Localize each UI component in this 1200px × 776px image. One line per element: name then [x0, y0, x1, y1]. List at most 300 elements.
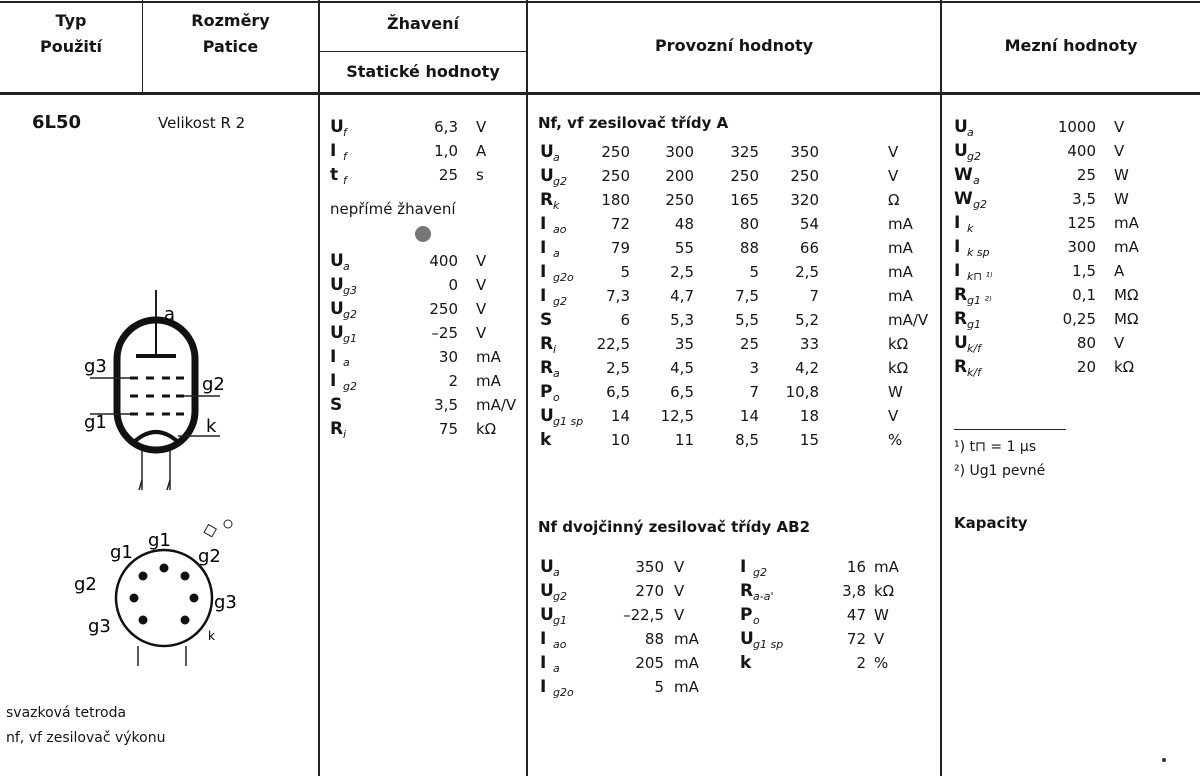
unit: mA: [476, 348, 501, 366]
socket-diagram: [68, 516, 268, 676]
symbol: S: [540, 310, 553, 330]
symbol: I: [954, 213, 961, 233]
divider-col1: [318, 0, 320, 776]
value-col-1: 22,5: [596, 335, 630, 353]
symbol-subscript: g2o: [553, 271, 574, 284]
unit: mA: [1114, 214, 1139, 232]
value-col-4: 250: [790, 167, 819, 185]
symbol-subscript: a-a': [753, 590, 774, 603]
symbol: R: [540, 358, 554, 378]
value-col-2: 12,5: [660, 407, 694, 425]
socket-label-g2a: g2: [198, 546, 221, 567]
label-g2: g2: [202, 374, 225, 395]
data-row: [330, 394, 526, 416]
symbol-subscript: a: [343, 356, 350, 369]
unit: mA: [674, 678, 699, 696]
header-mezni: Mezní hodnoty: [1004, 36, 1138, 55]
symbol-subscript: g1: [343, 332, 357, 345]
symbol: I: [540, 238, 547, 258]
value: 0: [448, 276, 458, 294]
symbol-subscript: g1 ²⁾: [967, 294, 992, 307]
value-col-1: 180: [601, 191, 630, 209]
header-staticke: Statické hodnoty: [346, 62, 500, 81]
symbol: W: [954, 165, 973, 185]
unit: V: [888, 407, 899, 425]
value-col-1: 6: [620, 311, 630, 329]
data-row: [330, 322, 526, 344]
data-row: [954, 356, 1164, 378]
unit: V: [888, 167, 899, 185]
value-col-3: 5,5: [735, 311, 759, 329]
unit: V: [674, 606, 685, 624]
symbol: R: [954, 357, 968, 377]
value: –22,5: [623, 606, 664, 624]
symbol-subscript: g1 sp: [553, 415, 584, 428]
value: 16: [846, 558, 866, 576]
data-row: [330, 346, 526, 368]
value-col-3: 325: [730, 143, 759, 161]
unit: A: [1114, 262, 1125, 280]
value-col-2: 200: [665, 167, 694, 185]
divider-heating-sub: [320, 51, 526, 52]
unit: V: [476, 118, 487, 136]
value-col-2: 4,5: [670, 359, 694, 377]
data-row: [740, 652, 924, 674]
value-col-2: 55: [674, 239, 694, 257]
op-ab-title: Nf dvojčinný zesilovač třídy AB2: [538, 518, 811, 536]
data-row: [954, 236, 1164, 258]
symbol: U: [954, 117, 968, 137]
unit: W: [1114, 166, 1129, 184]
data-row: [540, 628, 724, 650]
op-a-row: [540, 189, 940, 211]
unit: kΩ: [888, 359, 909, 377]
symbol-subscript: g2: [973, 198, 987, 211]
data-row: [954, 260, 1164, 282]
value-col-4: 350: [790, 143, 819, 161]
label-g3: g3: [84, 356, 107, 377]
data-row: [540, 580, 724, 602]
unit: V: [1114, 334, 1125, 352]
symbol: U: [540, 605, 554, 625]
tube-size: Velikost R 2: [158, 114, 246, 132]
value: 72: [846, 630, 866, 648]
socket-label-g1a: g1: [110, 542, 133, 563]
value-col-1: 250: [601, 167, 630, 185]
unit: W: [1114, 190, 1129, 208]
value: 2: [856, 654, 866, 672]
symbol: U: [330, 275, 344, 295]
op-a-row: [540, 309, 940, 331]
data-row: [740, 604, 924, 626]
value: 125: [1067, 214, 1096, 232]
symbol-subscript: a: [553, 566, 560, 579]
value-col-4: 33: [799, 335, 819, 353]
symbol-subscript: o: [753, 614, 760, 627]
value: 75: [438, 420, 458, 438]
data-row: [954, 332, 1164, 354]
unit: V: [1114, 142, 1125, 160]
data-row: [540, 604, 724, 626]
symbol-subscript: a: [967, 126, 974, 139]
op-a-row: [540, 285, 940, 307]
value-col-4: 2,5: [795, 263, 819, 281]
value: 0,1: [1072, 286, 1096, 304]
data-row: [330, 274, 526, 296]
symbol-subscript: g1 sp: [753, 638, 784, 651]
symbol: R: [540, 190, 554, 210]
data-row: [330, 370, 526, 392]
symbol: I: [540, 677, 547, 697]
op-a-row: [540, 381, 940, 403]
symbol: I: [540, 653, 547, 673]
value-col-4: 320: [790, 191, 819, 209]
unit: mA: [874, 558, 899, 576]
symbol-subscript: g3: [343, 284, 357, 297]
value-col-3: 250: [730, 167, 759, 185]
unit: V: [874, 630, 885, 648]
symbol-subscript: k⊓ ¹⁾: [967, 270, 993, 283]
symbol-subscript: ao: [553, 223, 567, 236]
symbol: k: [740, 653, 752, 673]
symbol: I: [954, 237, 961, 257]
value-col-3: 165: [730, 191, 759, 209]
value-col-1: 7,3: [606, 287, 630, 305]
label-k: k: [206, 416, 217, 437]
op-a-row: [540, 165, 940, 187]
header-bottom-border: [0, 92, 1200, 95]
data-row: [330, 116, 526, 138]
value-col-1: 250: [601, 143, 630, 161]
value-col-2: 4,7: [670, 287, 694, 305]
op-a-row: [540, 429, 940, 451]
value-col-3: 7: [749, 383, 759, 401]
unit: W: [874, 606, 889, 624]
header-provozni: Provozní hodnoty: [654, 36, 814, 55]
symbol-subscript: g2: [343, 380, 357, 393]
symbol: U: [330, 251, 344, 271]
symbol: U: [540, 166, 554, 186]
symbol-subscript: g2: [753, 566, 767, 579]
symbol: R: [330, 419, 344, 439]
value: 80: [1076, 334, 1096, 352]
unit: Ω: [888, 191, 900, 209]
symbol-subscript: a: [553, 247, 560, 260]
value-col-2: 250: [665, 191, 694, 209]
data-row: [330, 140, 526, 162]
symbol: I: [330, 371, 337, 391]
symbol: t: [330, 165, 339, 185]
data-row: [740, 580, 924, 602]
unit: mA: [888, 239, 913, 257]
value-col-3: 80: [739, 215, 759, 233]
data-row: [540, 652, 724, 674]
symbol: U: [540, 142, 554, 162]
symbol-subscript: a: [973, 174, 980, 187]
value-col-3: 14: [739, 407, 759, 425]
symbol: U: [330, 117, 344, 137]
op-a-row: [540, 141, 940, 163]
symbol-subscript: ao: [553, 638, 567, 651]
header-zhaveni: Žhavení: [387, 14, 459, 33]
smudge-mark: [415, 226, 431, 242]
symbol: R: [540, 334, 554, 354]
value: 1,0: [434, 142, 458, 160]
symbol-subscript: a: [553, 367, 560, 380]
value-col-4: 4,2: [795, 359, 819, 377]
symbol-subscript: f: [343, 174, 347, 187]
symbol: R: [954, 309, 968, 329]
symbol-subscript: f: [343, 150, 347, 163]
unit: W: [888, 383, 903, 401]
value: 350: [635, 558, 664, 576]
socket-label-g1b: g1: [148, 530, 171, 551]
value-col-4: 5,2: [795, 311, 819, 329]
value: 0,25: [1062, 310, 1096, 328]
value: 400: [1067, 142, 1096, 160]
data-row: [330, 298, 526, 320]
symbol-subscript: i: [553, 343, 557, 356]
value: 205: [635, 654, 664, 672]
value-col-1: 79: [610, 239, 630, 257]
data-row: [540, 676, 724, 698]
value: 6,3: [434, 118, 458, 136]
table-top-border: [0, 1, 1200, 3]
symbol-subscript: g1: [553, 614, 567, 627]
data-row: [740, 628, 924, 650]
socket-label-g3b: g3: [88, 616, 111, 637]
symbol: R: [954, 285, 968, 305]
symbol-subscript: k/f: [967, 342, 981, 355]
symbol: I: [330, 347, 337, 367]
symbol-subscript: k: [553, 199, 560, 212]
symbol-subscript: i: [343, 428, 347, 441]
symbol-subscript: a: [553, 662, 560, 675]
symbol: I: [954, 261, 961, 281]
unit: kΩ: [888, 335, 909, 353]
value-col-3: 7,5: [735, 287, 759, 305]
value-col-3: 3: [749, 359, 759, 377]
symbol: I: [540, 214, 547, 234]
symbol-subscript: k/f: [967, 366, 981, 379]
data-row: [540, 556, 724, 578]
value-col-2: 48: [674, 215, 694, 233]
dot-mark: [1162, 758, 1166, 762]
unit: V: [476, 300, 487, 318]
op-a-row: [540, 357, 940, 379]
symbol-subscript: a: [553, 151, 560, 164]
data-row: [954, 188, 1164, 210]
unit: MΩ: [1114, 310, 1139, 328]
divider-col2: [526, 0, 528, 776]
value: 3,5: [1072, 190, 1096, 208]
value: 3,5: [434, 396, 458, 414]
tube-description-1: svazková tetroda: [6, 705, 127, 721]
value: 88: [644, 630, 664, 648]
symbol: k: [540, 430, 552, 450]
symbol: U: [540, 581, 554, 601]
symbol-subscript: k: [967, 222, 974, 235]
value: –25: [431, 324, 458, 342]
value-col-1: 2,5: [606, 359, 630, 377]
op-a-row: [540, 333, 940, 355]
value-col-2: 11: [674, 431, 694, 449]
unit: V: [674, 582, 685, 600]
heating-note: nepřímé žhavení: [330, 200, 456, 218]
unit: V: [476, 324, 487, 342]
symbol: U: [954, 333, 968, 353]
value-col-3: 25: [739, 335, 759, 353]
unit: V: [476, 276, 487, 294]
symbol: P: [740, 605, 753, 625]
symbol-subscript: k sp: [967, 246, 990, 259]
tube-type: 6L50: [32, 112, 82, 133]
symbol: U: [330, 323, 344, 343]
symbol-subscript: g2o: [553, 686, 574, 699]
symbol: U: [740, 629, 754, 649]
unit: V: [1114, 118, 1125, 136]
footnote-1: ¹) t⊓ = 1 µs: [954, 439, 1037, 455]
unit: mA: [674, 654, 699, 672]
socket-label-g3a: g3: [214, 592, 237, 613]
symbol: I: [540, 262, 547, 282]
data-row: [954, 284, 1164, 306]
value-col-1: 10: [610, 431, 630, 449]
unit: mA: [476, 372, 501, 390]
unit: V: [888, 143, 899, 161]
socket-label-k: k: [208, 629, 215, 643]
unit: mA: [888, 287, 913, 305]
divider-col3: [940, 0, 942, 776]
symbol: W: [954, 189, 973, 209]
value-col-1: 72: [610, 215, 630, 233]
unit: kΩ: [476, 420, 497, 438]
value-col-4: 15: [799, 431, 819, 449]
symbol-subscript: g2: [343, 308, 357, 321]
unit: mA: [888, 215, 913, 233]
value: 25: [1076, 166, 1096, 184]
symbol: R: [740, 581, 754, 601]
unit: s: [476, 166, 484, 184]
symbol-subscript: g2: [553, 175, 567, 188]
label-g1: g1: [84, 412, 107, 433]
value: 25: [438, 166, 458, 184]
op-a-row: [540, 261, 940, 283]
value: 2: [448, 372, 458, 390]
socket-label-g2b: g2: [74, 574, 97, 595]
value-col-3: 88: [739, 239, 759, 257]
value: 1000: [1057, 118, 1096, 136]
value: 20: [1076, 358, 1096, 376]
symbol-subscript: o: [553, 391, 560, 404]
value: 30: [438, 348, 458, 366]
header-rozmery: Rozměry Patice: [191, 11, 270, 56]
op-a-row: [540, 405, 940, 427]
op-a-row: [540, 237, 940, 259]
footnote-2: ²) Ug1 pevné: [954, 463, 1046, 479]
value-col-4: 10,8: [785, 383, 819, 401]
symbol: I: [740, 557, 747, 577]
value-col-4: 7: [809, 287, 819, 305]
symbol-subscript: g2: [553, 590, 567, 603]
value: 300: [1067, 238, 1096, 256]
value-col-3: 5: [749, 263, 759, 281]
capacities-title: Kapacity: [954, 514, 1028, 532]
unit: mA/V: [476, 396, 517, 414]
value-col-2: 2,5: [670, 263, 694, 281]
value: 270: [635, 582, 664, 600]
footnote-separator: [954, 429, 1066, 430]
value-col-1: 14: [610, 407, 630, 425]
header-typ: Typ Použití: [39, 11, 103, 56]
unit: mA: [674, 630, 699, 648]
symbol: U: [540, 557, 554, 577]
data-row: [740, 556, 924, 578]
value-col-4: 18: [799, 407, 819, 425]
symbol: U: [954, 141, 968, 161]
unit: V: [476, 252, 487, 270]
value-col-2: 300: [665, 143, 694, 161]
symbol-subscript: f: [343, 126, 347, 139]
value: 250: [429, 300, 458, 318]
data-row: [954, 308, 1164, 330]
symbol-subscript: a: [343, 260, 350, 273]
op-a-title: Nf, vf zesilovač třídy A: [538, 114, 729, 132]
data-row: [330, 164, 526, 186]
data-row: [330, 418, 526, 440]
data-row: [330, 250, 526, 272]
value-col-2: 6,5: [670, 383, 694, 401]
unit: A: [476, 142, 487, 160]
value: 5: [654, 678, 664, 696]
value-col-4: 66: [799, 239, 819, 257]
symbol: I: [330, 141, 337, 161]
unit: mA: [888, 263, 913, 281]
value: 400: [429, 252, 458, 270]
data-row: [954, 164, 1164, 186]
value-col-2: 5,3: [670, 311, 694, 329]
value: 47: [846, 606, 866, 624]
symbol-subscript: g2: [553, 295, 567, 308]
unit: mA: [1114, 238, 1139, 256]
value-col-3: 8,5: [735, 431, 759, 449]
value: 1,5: [1072, 262, 1096, 280]
value: 3,8: [842, 582, 866, 600]
unit: %: [874, 654, 889, 672]
unit: kΩ: [874, 582, 895, 600]
symbol: S: [330, 395, 343, 415]
label-anode: a: [164, 304, 176, 325]
value-col-4: 54: [799, 215, 819, 233]
data-row: [954, 212, 1164, 234]
unit: %: [888, 431, 903, 449]
tube-symbol-diagram: [60, 290, 260, 510]
data-row: [954, 140, 1164, 162]
symbol: I: [540, 286, 547, 306]
symbol: U: [330, 299, 344, 319]
op-a-row: [540, 213, 940, 235]
value-col-1: 5: [620, 263, 630, 281]
value-col-1: 6,5: [606, 383, 630, 401]
tube-description-2: nf, vf zesilovač výkonu: [6, 730, 166, 746]
symbol: U: [540, 406, 554, 426]
unit: mA/V: [888, 311, 929, 329]
symbol: P: [540, 382, 553, 402]
data-row: [954, 116, 1164, 138]
unit: MΩ: [1114, 286, 1139, 304]
unit: kΩ: [1114, 358, 1135, 376]
symbol-subscript: g1: [967, 318, 981, 331]
